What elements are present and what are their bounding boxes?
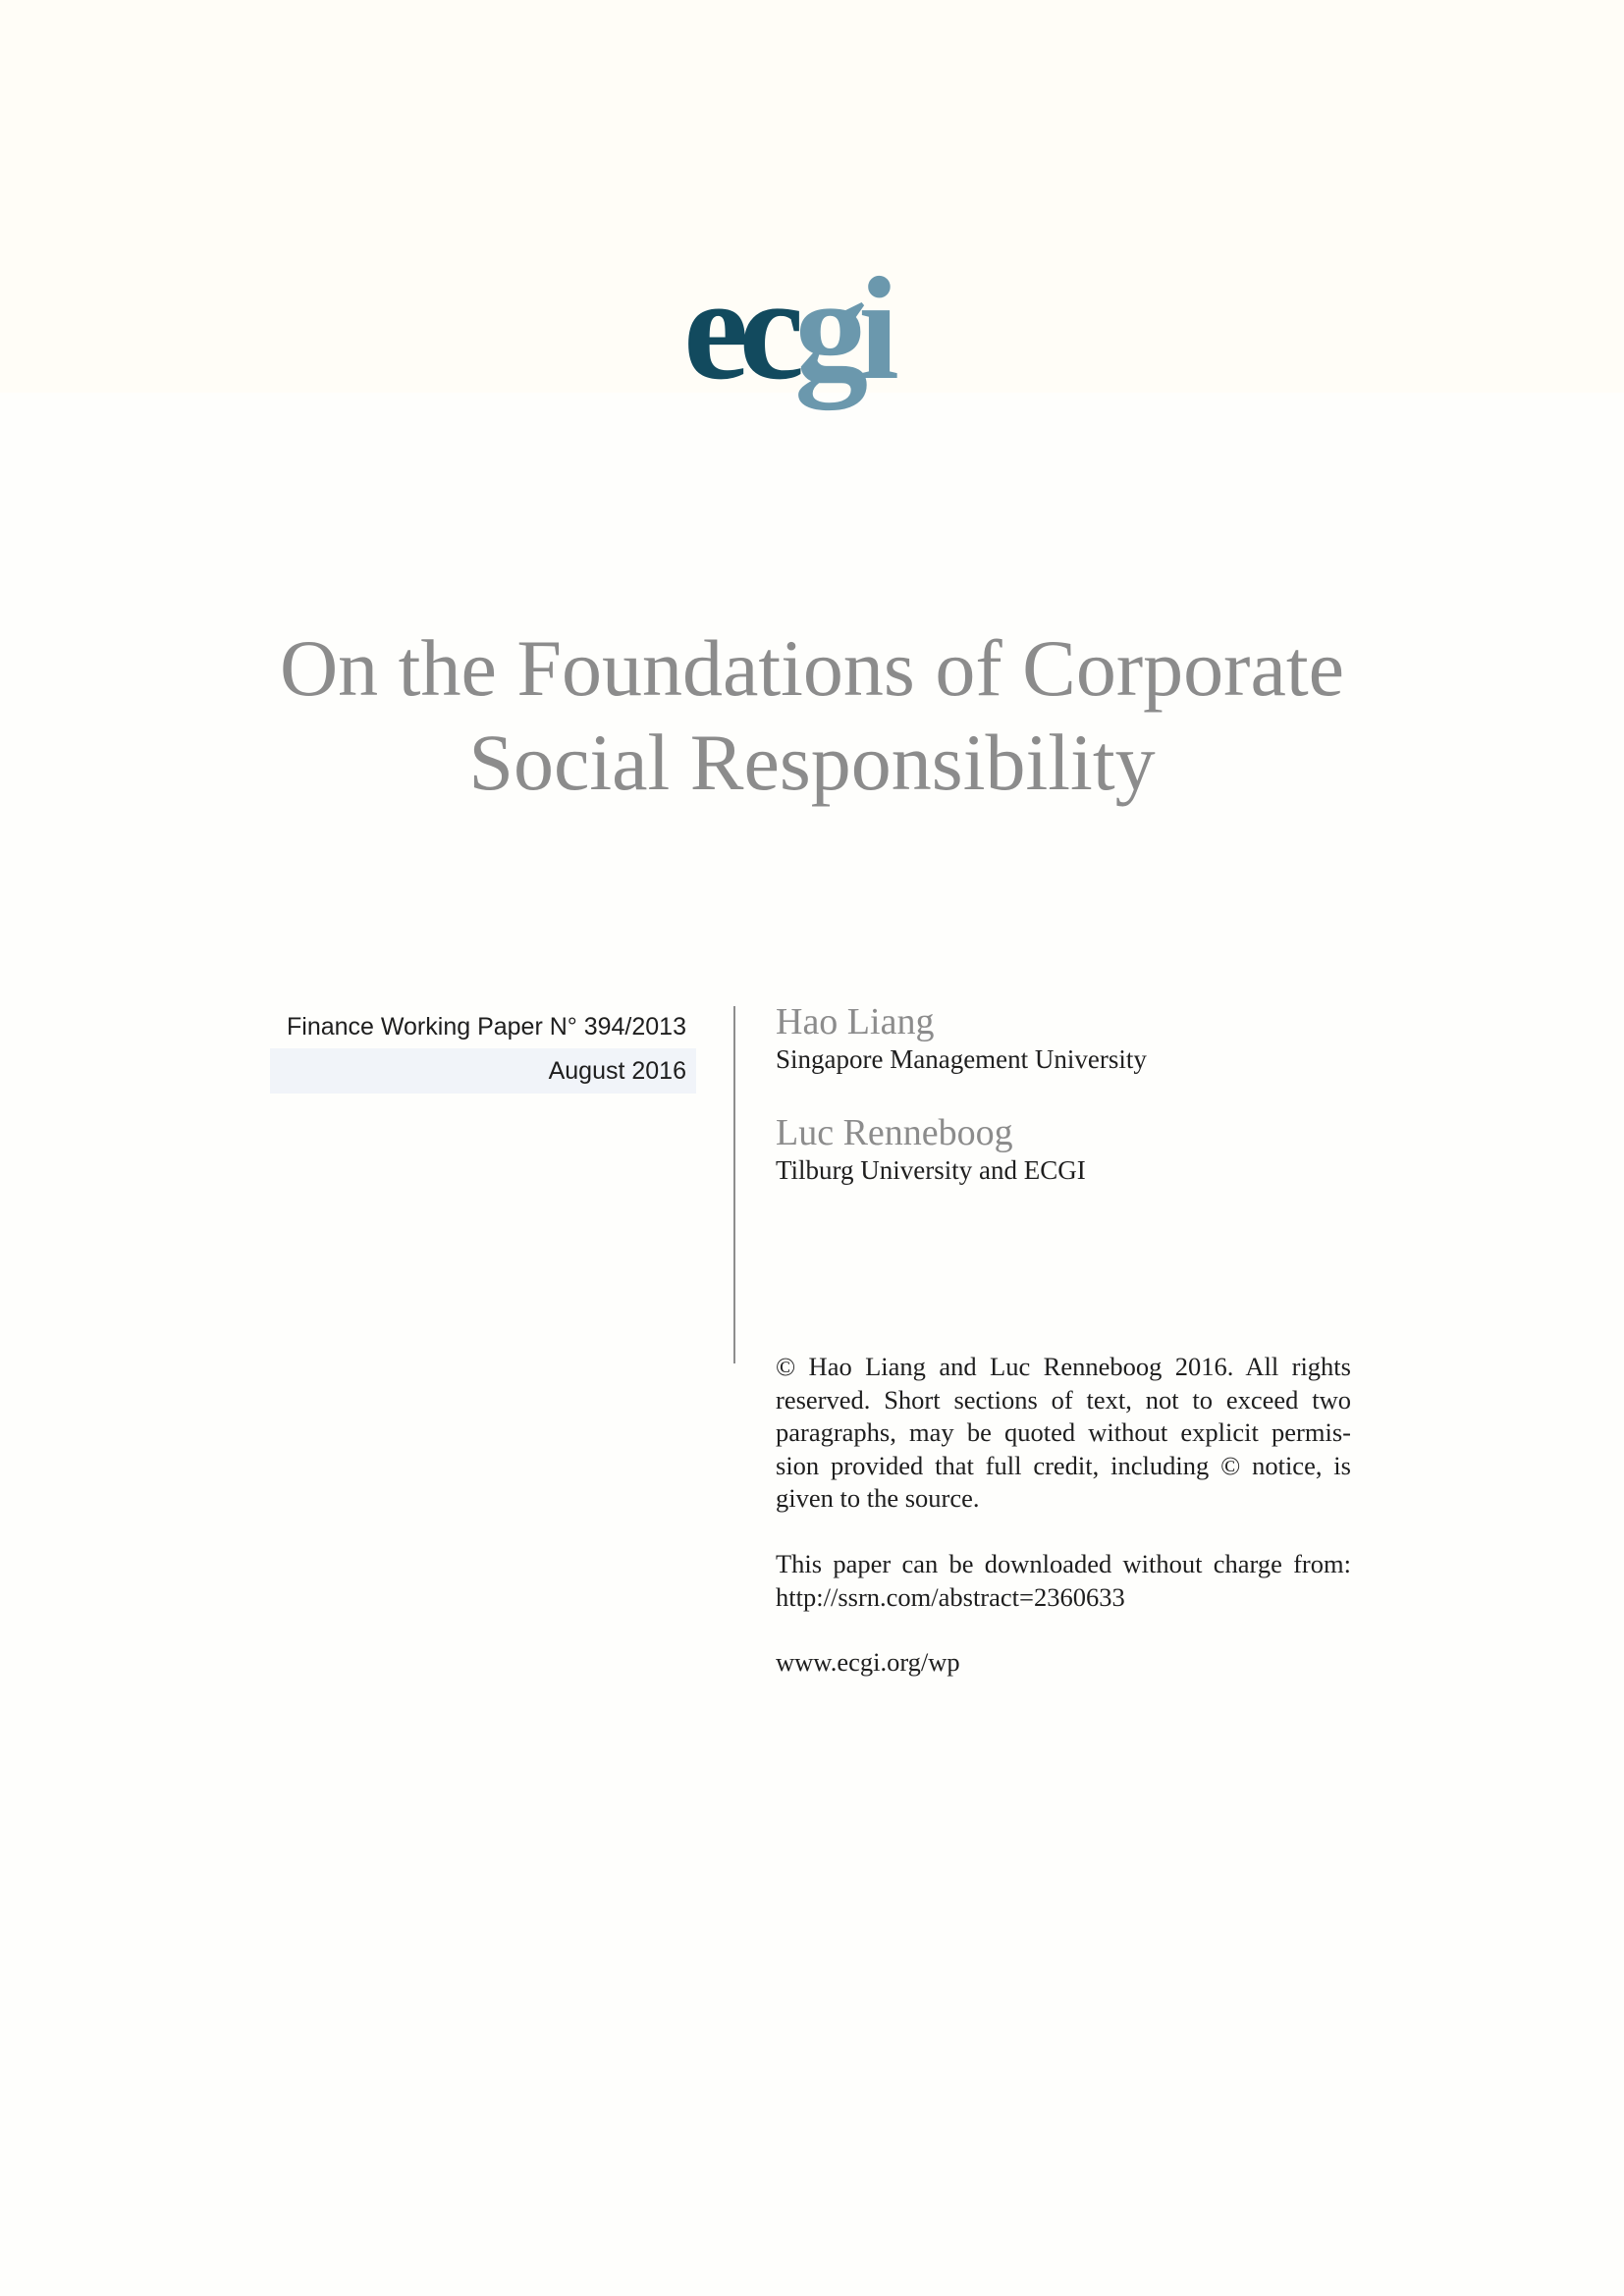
logo-part-dark: ec xyxy=(683,247,795,410)
paper-title-line-2: Social Responsibility xyxy=(468,718,1156,807)
ssrn-link[interactable]: http://ssrn.com/abstract=2360633 xyxy=(776,1581,1125,1612)
author-affiliation: Tilburg University and ECGI xyxy=(776,1155,1086,1185)
download-text: This paper can be downloaded without charge from: xyxy=(776,1549,1351,1578)
author-block xyxy=(776,1112,1365,1187)
author-name: Luc Renneboog xyxy=(776,1112,1013,1153)
publication-date: August 2016 xyxy=(270,1048,696,1094)
author-affiliation: Singapore Management University xyxy=(776,1044,1147,1074)
ecgi-website-link[interactable]: www.ecgi.org/wp xyxy=(776,1647,960,1677)
copyright-notice xyxy=(776,1351,1351,1516)
working-paper-series: Finance Working Paper N° 394/2013 xyxy=(287,1013,686,1041)
paper-title xyxy=(177,621,1447,810)
paper-meta xyxy=(270,1005,696,1094)
download-info xyxy=(776,1548,1351,1614)
author-block xyxy=(776,1001,1365,1076)
paper-title-line-1: On the Foundations of Corporate xyxy=(279,623,1345,713)
column-divider xyxy=(733,1006,735,1363)
copyright-text: © Hao Liang and Luc Renneboog 2016. All rights reserved. Short sections of text, not to exceed two paragraphs, may be quoted without explicit permis-sion provided that full credit, including © notice, is given to the source. xyxy=(776,1352,1351,1513)
ecgi-logo xyxy=(683,245,948,412)
logo-part-final: i xyxy=(858,247,890,410)
author-name: Hao Liang xyxy=(776,1001,935,1042)
logo-part-light: g xyxy=(794,247,859,410)
